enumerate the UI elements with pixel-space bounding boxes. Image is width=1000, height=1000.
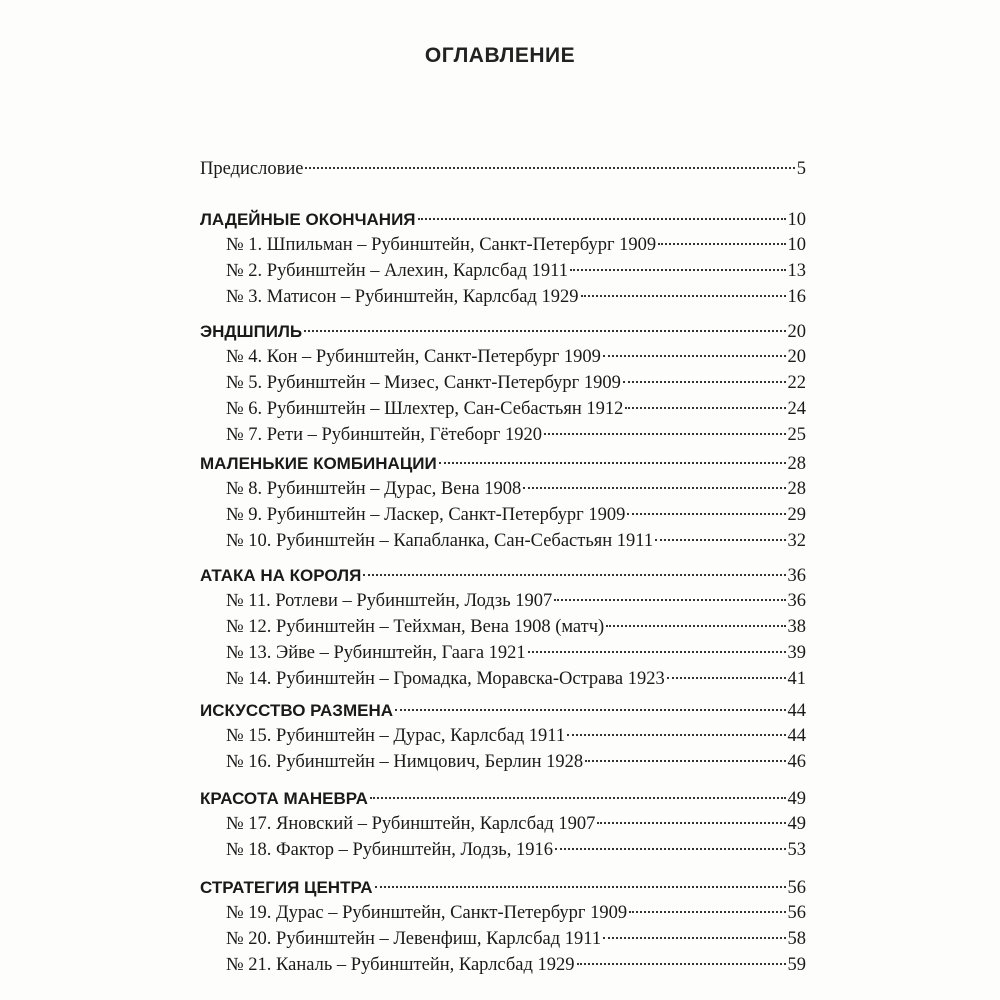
toc-entry-page: 38 xyxy=(787,617,806,637)
dot-leader xyxy=(597,822,785,824)
dot-leader xyxy=(581,295,786,297)
toc-entry-page: 41 xyxy=(787,669,806,689)
toc-entry-page: 49 xyxy=(787,789,806,809)
toc-game-entry[interactable] xyxy=(226,666,806,692)
toc-entry-page: 32 xyxy=(787,531,806,551)
toc-entry-page: 20 xyxy=(787,347,806,367)
dot-leader xyxy=(370,797,786,799)
toc-entry-label: СТРАТЕГИЯ ЦЕНТРА xyxy=(200,878,373,897)
toc-section-heading[interactable] xyxy=(200,875,806,901)
dot-leader xyxy=(629,911,785,913)
toc-game-entry[interactable] xyxy=(226,811,806,837)
dot-leader xyxy=(627,513,785,515)
toc-entry-label: № 17. Яновский – Рубинштейн, Карлсбад 1907 xyxy=(226,814,596,834)
toc-entry-label: № 9. Рубинштейн – Ласкер, Санкт-Петербург 1909 xyxy=(226,505,626,525)
toc-section-heading[interactable] xyxy=(200,451,806,477)
toc-entry-label: МАЛЕНЬКИЕ КОМБИНАЦИИ xyxy=(200,454,437,473)
dot-leader xyxy=(523,487,785,489)
toc-game-entry[interactable] xyxy=(226,640,806,666)
toc-entry-page: 44 xyxy=(787,726,806,746)
toc-entry-page: 5 xyxy=(796,159,806,179)
toc-section-heading[interactable] xyxy=(200,563,806,589)
toc-section-heading[interactable] xyxy=(200,698,806,724)
toc-game-entry[interactable] xyxy=(226,502,806,528)
toc-entry-page: 56 xyxy=(787,878,806,898)
toc-game-entry[interactable] xyxy=(226,749,806,775)
toc-section-heading[interactable] xyxy=(200,786,806,812)
toc-entry-label: № 3. Матисон – Рубинштейн, Карлсбад 1929 xyxy=(226,287,579,307)
toc-game-entry[interactable] xyxy=(226,422,806,448)
toc-entry-page: 10 xyxy=(787,210,806,230)
toc-entry-label: № 18. Фактор – Рубинштейн, Лодзь, 1916 xyxy=(226,840,553,860)
toc-entry-page: 59 xyxy=(787,955,806,975)
dot-leader xyxy=(304,330,785,332)
toc-entry-page: 16 xyxy=(787,287,806,307)
toc-game-entry[interactable] xyxy=(226,344,806,370)
toc-game-entry[interactable] xyxy=(226,614,806,640)
dot-leader xyxy=(606,625,785,627)
toc-entry-label: Предисловие xyxy=(200,159,304,179)
dot-leader xyxy=(305,167,794,169)
toc-entry-label: № 4. Кон – Рубинштейн, Санкт-Петербург 1909 xyxy=(226,347,601,367)
toc-game-entry[interactable] xyxy=(226,476,806,502)
dot-leader xyxy=(625,407,785,409)
toc-entry-label: № 12. Рубинштейн – Тейхман, Вена 1908 (матч) xyxy=(226,617,605,637)
toc-entry-page: 58 xyxy=(787,929,806,949)
toc-entry-label: № 11. Ротлеви – Рубинштейн, Лодзь 1907 xyxy=(226,591,553,611)
toc-game-entry[interactable] xyxy=(226,723,806,749)
toc-entry-label: ЛАДЕЙНЫЕ ОКОНЧАНИЯ xyxy=(200,210,416,229)
toc-entry-label: № 20. Рубинштейн – Левенфиш, Карлсбад 1911 xyxy=(226,929,602,949)
toc-entry-page: 20 xyxy=(787,322,806,342)
toc-entry-label: № 14. Рубинштейн – Громадка, Моравска-Острава 1923 xyxy=(226,669,665,689)
toc-game-entry[interactable] xyxy=(226,232,806,258)
toc-entry-label: № 8. Рубинштейн – Дурас, Вена 1908 xyxy=(226,479,522,499)
toc-entry-label: № 2. Рубинштейн – Алехин, Карлсбад 1911 xyxy=(226,261,568,281)
toc-entry-page: 53 xyxy=(787,840,806,860)
toc-game-entry[interactable] xyxy=(226,370,806,396)
dot-leader xyxy=(363,574,785,576)
toc-section-heading[interactable] xyxy=(200,319,806,345)
toc-entry-label: АТАКА НА КОРОЛЯ xyxy=(200,566,362,585)
toc-entry-page: 56 xyxy=(787,903,806,923)
toc-entry-label: ИСКУССТВО РАЗМЕНА xyxy=(200,701,394,720)
toc-entry-label: № 15. Рубинштейн – Дурас, Карлсбад 1911 xyxy=(226,726,566,746)
toc-entry-page: 36 xyxy=(787,566,806,586)
toc-game-entry[interactable] xyxy=(226,837,806,863)
toc-game-entry[interactable] xyxy=(226,258,806,284)
dot-leader xyxy=(585,760,785,762)
toc-entry-page: 29 xyxy=(787,505,806,525)
toc-game-entry[interactable] xyxy=(226,926,806,952)
toc-entry-page: 28 xyxy=(787,479,806,499)
dot-leader xyxy=(667,677,786,679)
toc-entry-label: № 7. Рети – Рубинштейн, Гётеборг 1920 xyxy=(226,425,542,445)
dot-leader xyxy=(418,218,786,220)
toc-entry-page: 22 xyxy=(787,373,806,393)
dot-leader xyxy=(528,651,786,653)
toc-entry-page: 13 xyxy=(787,261,806,281)
dot-leader xyxy=(555,848,786,850)
toc-game-entry[interactable] xyxy=(226,952,806,978)
toc-entry-label: № 16. Рубинштейн – Нимцович, Берлин 1928 xyxy=(226,752,584,772)
page-title: ОГЛАВЛЕНИЕ xyxy=(424,44,576,67)
toc-section-heading[interactable] xyxy=(200,207,806,233)
dot-leader xyxy=(439,462,786,464)
toc-entry-page: 44 xyxy=(787,701,806,721)
dot-leader xyxy=(623,381,786,383)
toc-entry-page: 24 xyxy=(787,399,806,419)
dot-leader xyxy=(567,734,785,736)
toc-entry-label: № 6. Рубинштейн – Шлехтер, Сан-Себастьян 1912 xyxy=(226,399,624,419)
toc-entry-page: 46 xyxy=(787,752,806,772)
toc-entry-label: № 10. Рубинштейн – Капабланка, Сан-Себастьян 1911 xyxy=(226,531,654,551)
toc-entry-label: № 1. Шпильман – Рубинштейн, Санкт-Петербург 1909 xyxy=(226,235,657,255)
toc-game-entry[interactable] xyxy=(226,588,806,614)
toc-game-entry[interactable] xyxy=(226,396,806,422)
dot-leader xyxy=(554,599,785,601)
dot-leader xyxy=(375,886,786,888)
dot-leader xyxy=(570,269,786,271)
dot-leader xyxy=(395,709,785,711)
toc-entry-label: КРАСОТА МАНЕВРА xyxy=(200,789,368,808)
toc-entry-label: № 13. Эйве – Рубинштейн, Гаага 1921 xyxy=(226,643,526,663)
toc-game-entry[interactable] xyxy=(226,284,806,310)
dot-leader xyxy=(577,963,786,965)
toc-entry-page: 10 xyxy=(787,235,806,255)
toc-game-entry[interactable] xyxy=(226,528,806,554)
dot-leader xyxy=(544,433,786,435)
toc-game-entry[interactable] xyxy=(226,900,806,926)
toc-entry-page: 36 xyxy=(787,591,806,611)
dot-leader xyxy=(603,355,786,357)
toc-entry-label: ЭНДШПИЛЬ xyxy=(200,322,303,341)
toc-entry-preface[interactable] xyxy=(200,156,806,182)
toc-entry-page: 25 xyxy=(787,425,806,445)
dot-leader xyxy=(658,243,785,245)
toc-entry-page: 49 xyxy=(787,814,806,834)
toc-entry-label: № 21. Каналь – Рубинштейн, Карлсбад 1929 xyxy=(226,955,575,975)
dot-leader xyxy=(655,539,785,541)
dot-leader xyxy=(603,937,785,939)
toc-entry-page: 39 xyxy=(787,643,806,663)
toc-entry-label: № 5. Рубинштейн – Мизес, Санкт-Петербург 1909 xyxy=(226,373,621,393)
toc-entry-page: 28 xyxy=(787,454,806,474)
toc-entry-label: № 19. Дурас – Рубинштейн, Санкт-Петербург 1909 xyxy=(226,903,628,923)
